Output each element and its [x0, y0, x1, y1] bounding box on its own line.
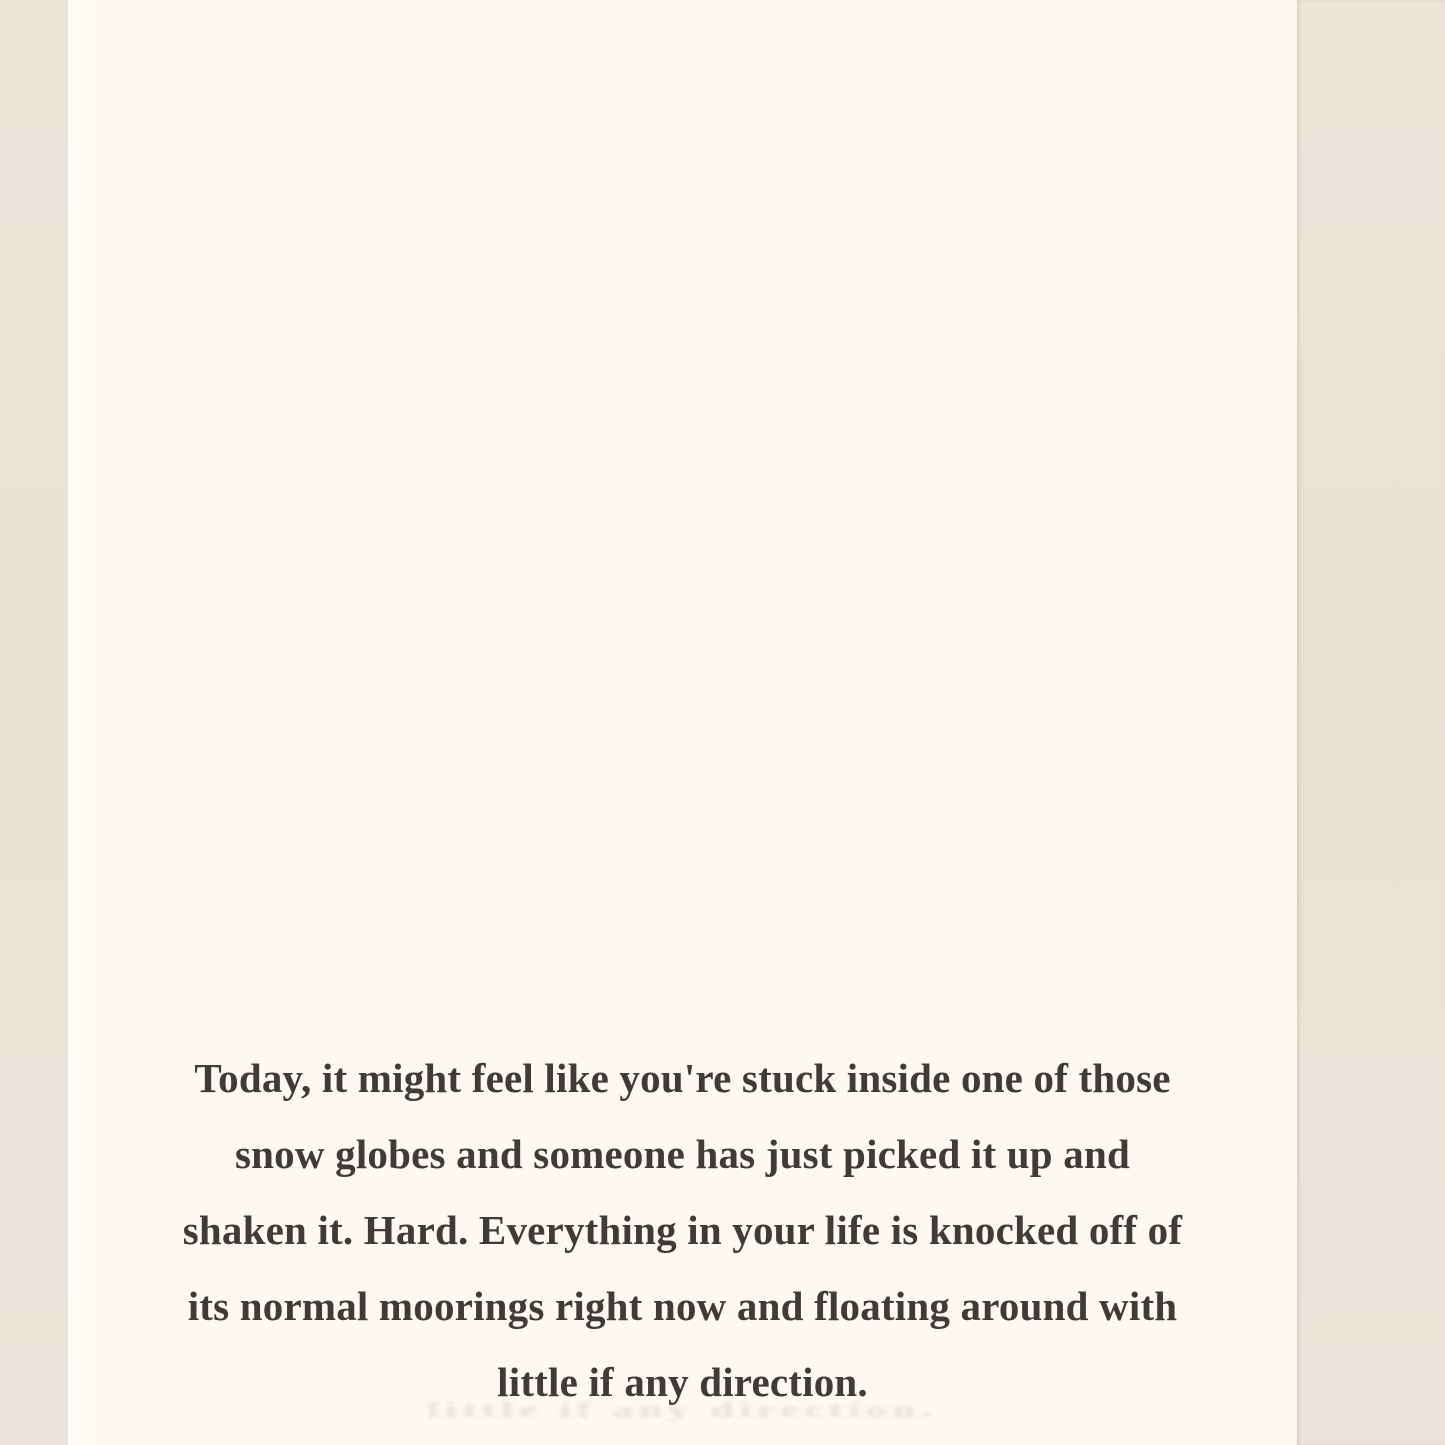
quote-line-4: its normal moorings right now and floating around with	[187, 1283, 1178, 1329]
quote-line-5: little if any direction.	[497, 1359, 868, 1405]
ghost-text-artifact: little if any direction.	[427, 1396, 938, 1422]
quote-line-3: shaken it. Hard. Everything in your life is knocked off of	[182, 1207, 1183, 1253]
left-border	[0, 0, 68, 1445]
right-border	[1297, 0, 1445, 1445]
card-panel	[68, 0, 1297, 1445]
quote-line-1: Today, it might feel like you're stuck inside one of those	[194, 1055, 1171, 1101]
quote-text-block	[68, 1040, 1297, 1420]
quote-line-2: snow globes and someone has just picked it up and	[235, 1131, 1130, 1177]
